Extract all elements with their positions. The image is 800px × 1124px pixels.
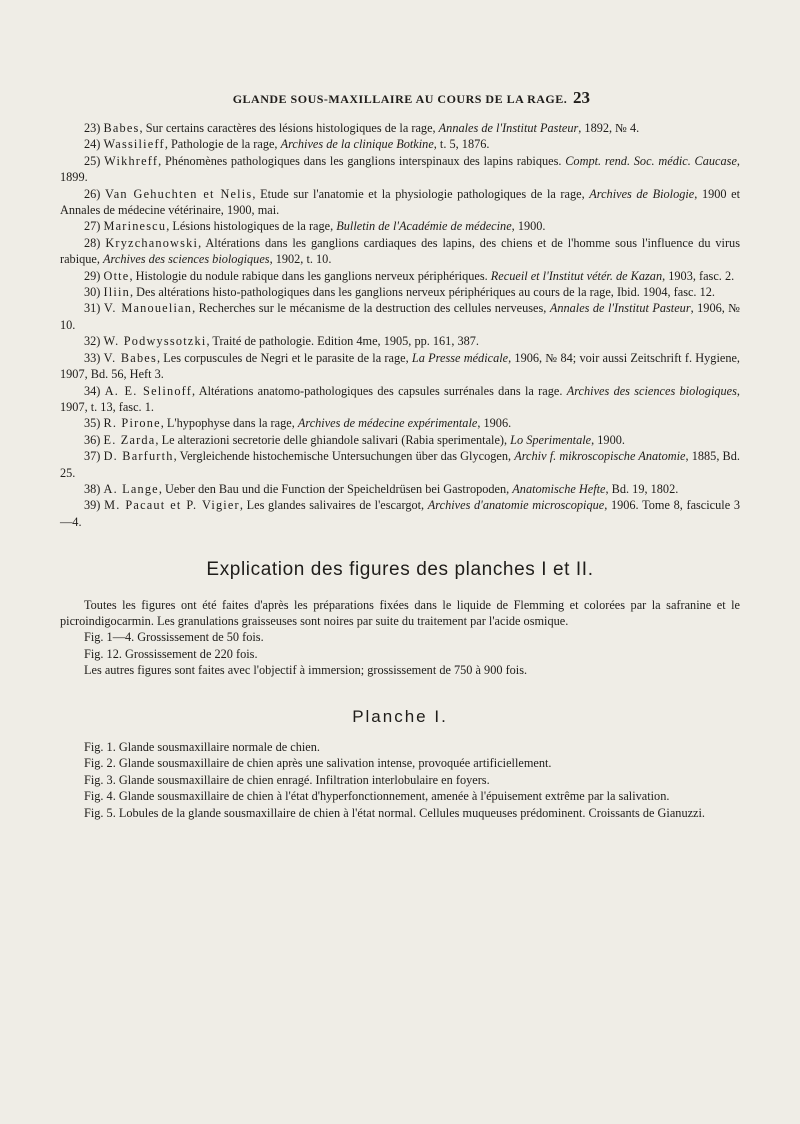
reference-item: 28) Kryzchanowski, Altérations dans les ganglions cardiaques des lapins, des chiens et de l'homme sous l'influence du virus rabique, Archives des sciences biologiques, 1902, t. 10.	[60, 235, 740, 267]
reference-item: 38) A. Lange, Ueber den Bau und die Function der Speicheldrüsen bei Gastropoden, Anatomische Hefte, Bd. 19, 1802.	[84, 481, 679, 496]
plate-figure-list	[60, 739, 740, 821]
figure-caption: Fig. 5. Lobules de la glande sousmaxillaire de chien à l'état normal. Cellules muqueuses prédominent. Croissants de Gianuzzi.	[84, 805, 706, 820]
running-head	[0, 88, 800, 112]
reference-item: 24) Wassilieff, Pathologie de la rage, Archives de la clinique Botkine, t. 5, 1876.	[84, 137, 490, 152]
explanation-title: Explication des figures des planches I et II.	[206, 559, 594, 581]
page-number: 23	[573, 88, 590, 107]
body-text	[60, 120, 740, 821]
reference-item: 34) A. E. Selinoff, Altérations anatomo-pathologiques des capsules surrénales dans la rage. Archives des sciences biologiques, 1907, t. 13, fasc. 1.	[60, 383, 740, 414]
reference-item: 32) W. Podwyssotzki, Traité de pathologie. Edition 4me, 1905, pp. 161, 387.	[84, 334, 479, 349]
reference-item: 23) Babes, Sur certains caractères des lésions histologiques de la rage, Annales de l'Institut Pasteur, 1892, № 4.	[84, 121, 640, 135]
reference-item: 29) Otte, Histologie du nodule rabique dans les ganglions nerveux périphériques. Recueil et l'Institut vétér. de Kazan, 1903, fasc. 2.	[84, 268, 735, 283]
reference-item: 33) V. Babes, Les corpuscules de Negri et le parasite de la rage, La Presse médicale, 1906, № 84; voir aussi Zeitschrift f. Hygiene, 1907, Bd. 56, Heft 3.	[60, 350, 740, 382]
reference-item: 27) Marinescu, Lésions histologiques de la rage, Bulletin de l'Académie de médecine, 1900.	[84, 219, 546, 234]
reference-item: 37) D. Barfurth, Vergleichende histochemische Untersuchungen über das Glycogen, Archiv f. mikroscopische Anatomie, 1885, Bd. 25.	[60, 449, 740, 480]
plate-title: Planche I.	[352, 706, 448, 726]
explanation-paragraph: Les autres figures sont faites avec l'objectif à immersion; grossissement de 750 à 900 fois.	[84, 663, 528, 678]
figure-caption: Fig. 3. Glande sousmaxillaire de chien enragé. Infiltration interlobulaire en foyers.	[84, 772, 490, 787]
reference-item: 39) M. Pacaut et P. Vigier, Les glandes salivaires de l'escargot, Archives d'anatomie microscopique, 1906. Tome 8, fascicule 3—4.	[60, 498, 740, 529]
reference-item: 35) R. Pirone, L'hypophyse dans la rage, Archives de médecine expérimentale, 1906.	[84, 416, 512, 431]
figure-caption: Fig. 2. Glande sousmaxillaire de chien après une salivation intense, provoquée artificiellement.	[84, 756, 552, 771]
reference-list	[60, 120, 740, 530]
reference-item: 30) Iliin, Des altérations histo-pathologiques dans les ganglions nerveux périphériques au cours de la rage, Ibid. 1904, fasc. 12.	[84, 285, 715, 300]
explanation-paragraph: Fig. 1—4. Grossissement de 50 fois.	[84, 630, 264, 645]
reference-item: 31) V. Manouelian, Recherches sur le mécanisme de la destruction des cellules nerveuses, Annales de l'Institut Pasteur, 1906, № 10.	[60, 301, 741, 332]
explanation-paragraph: Toutes les figures ont été faites d'après les préparations fixées dans le liquide de Flemming et colorées par la safranine et le picroindigocarmin. Les granulations graisseuses sont noires par suite du traitement par l'acide osmique.	[60, 597, 740, 628]
figure-caption: Fig. 1. Glande sousmaxillaire normale de chien.	[84, 740, 320, 754]
figure-caption: Fig. 4. Glande sousmaxillaire de chien à l'état d'hyperfonctionnement, amenée à l'épuisement extrême par la salivation.	[84, 789, 670, 804]
explanation-paragraph: Fig. 12. Grossissement de 220 fois.	[84, 646, 258, 661]
reference-item: 26) Van Gehuchten et Nelis, Etude sur l'anatomie et la physiologie pathologiques de la rage, Archives de Biologie, 1900 et Annales de médecine vétérinaire, 1900, mai.	[60, 186, 741, 218]
explanation-section	[60, 597, 740, 679]
reference-item: 25) Wikhreff, Phénomènes pathologiques dans les ganglions interspinaux des lapins rabiques. Compt. rend. Soc. médic. Caucase, 1899.	[60, 153, 740, 185]
running-title: GLANDE SOUS-MAXILLAIRE AU COURS DE LA RAGE.	[232, 92, 568, 106]
reference-item: 36) E. Zarda, Le alterazioni secretorie delle ghiandole salivari (Rabia sperimentale), Lo Sperimentale, 1900.	[84, 432, 625, 447]
